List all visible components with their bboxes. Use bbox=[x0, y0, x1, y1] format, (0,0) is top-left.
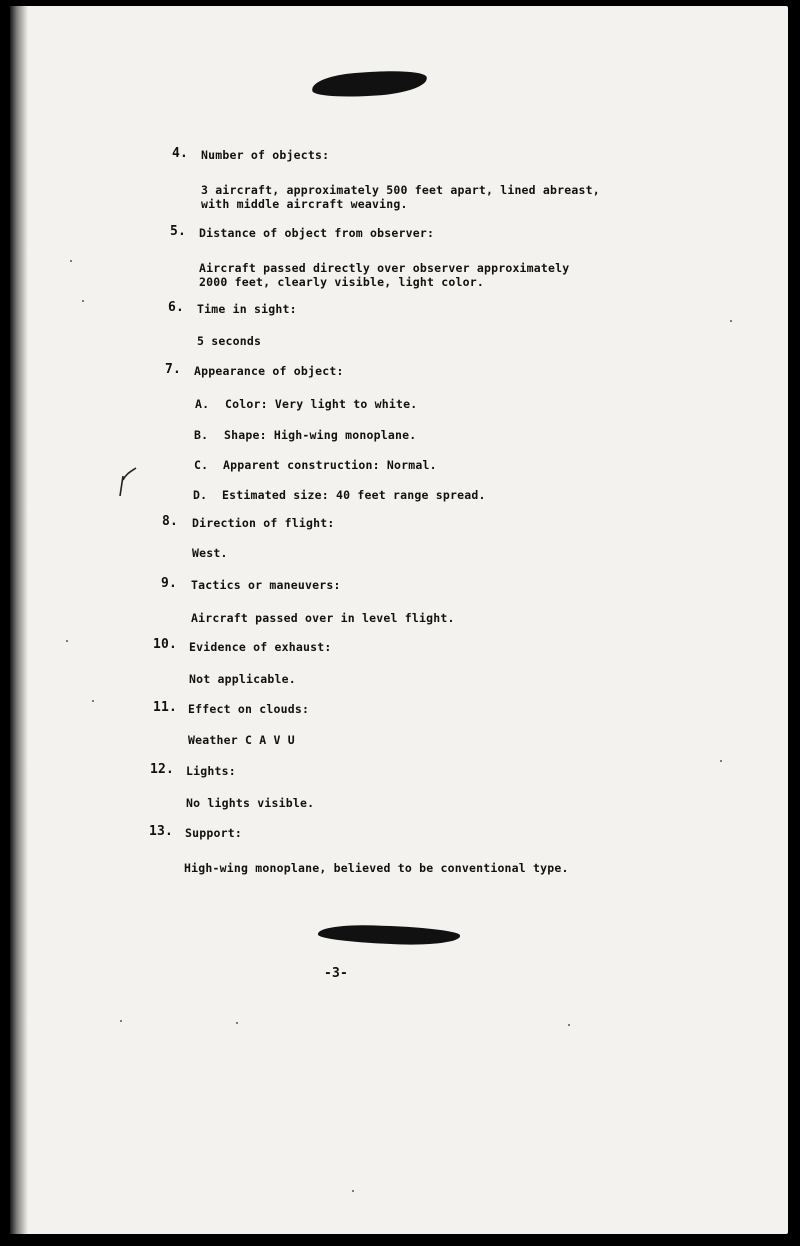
item-number-4: 4. bbox=[172, 146, 189, 161]
handwritten-mark bbox=[116, 466, 140, 498]
item-label-10: Evidence of exhaust: bbox=[189, 640, 332, 654]
item-number-13: 13. bbox=[149, 824, 174, 839]
sub-letter-7a: A. bbox=[195, 397, 210, 411]
scan-speck bbox=[352, 1190, 354, 1192]
item-number-9: 9. bbox=[161, 576, 178, 591]
item-body-11-line-1: Weather C A V U bbox=[188, 733, 295, 747]
sub-letter-7c: C. bbox=[194, 458, 209, 472]
item-body-12-line-1: No lights visible. bbox=[186, 796, 315, 810]
item-body-4-line-2: with middle aircraft weaving. bbox=[201, 197, 408, 211]
sub-letter-7b: B. bbox=[194, 428, 209, 442]
item-body-9-line-1: Aircraft passed over in level flight. bbox=[191, 611, 455, 625]
sub-text-7b: Shape: High-wing monoplane. bbox=[224, 428, 417, 442]
item-label-5: Distance of object from observer: bbox=[199, 226, 435, 240]
item-body-6-line-1: 5 seconds bbox=[197, 334, 262, 348]
scan-speck bbox=[70, 260, 72, 262]
scan-speck bbox=[66, 640, 68, 642]
item-label-11: Effect on clouds: bbox=[188, 702, 310, 716]
item-body-8-line-1: West. bbox=[192, 546, 228, 560]
scan-speck bbox=[730, 320, 732, 322]
sub-letter-7d: D. bbox=[193, 488, 208, 502]
item-label-13: Support: bbox=[185, 826, 242, 840]
item-label-9: Tactics or maneuvers: bbox=[191, 578, 341, 592]
item-number-8: 8. bbox=[162, 514, 179, 529]
item-body-13-line-1: High-wing monoplane, believed to be conventional type. bbox=[184, 861, 569, 875]
item-label-8: Direction of flight: bbox=[192, 516, 335, 530]
scan-speck bbox=[568, 1024, 570, 1026]
item-body-5-line-2: 2000 feet, clearly visible, light color. bbox=[199, 275, 484, 289]
item-body-4-line-1: 3 aircraft, approximately 500 feet apart, lined abreast, bbox=[201, 183, 600, 197]
item-number-6: 6. bbox=[168, 300, 185, 315]
scan-speck bbox=[236, 1022, 238, 1024]
item-label-4: Number of objects: bbox=[201, 148, 330, 162]
page-number: -3- bbox=[324, 966, 349, 981]
scan-speck bbox=[92, 700, 94, 702]
scan-edge-shadow bbox=[10, 6, 28, 1234]
item-number-10: 10. bbox=[153, 637, 178, 652]
sub-text-7d: Estimated size: 40 feet range spread. bbox=[222, 488, 486, 502]
sub-text-7a: Color: Very light to white. bbox=[225, 397, 418, 411]
item-label-6: Time in sight: bbox=[197, 302, 297, 316]
scan-speck bbox=[720, 760, 722, 762]
item-label-7: Appearance of object: bbox=[194, 364, 344, 378]
scan-speck bbox=[82, 300, 84, 302]
item-number-7: 7. bbox=[165, 362, 182, 377]
sub-text-7c: Apparent construction: Normal. bbox=[223, 458, 437, 472]
item-body-5-line-1: Aircraft passed directly over observer approximately bbox=[199, 261, 570, 275]
scan-speck bbox=[120, 1020, 122, 1022]
item-body-10-line-1: Not applicable. bbox=[189, 672, 296, 686]
item-number-5: 5. bbox=[170, 224, 187, 239]
item-number-12: 12. bbox=[150, 762, 175, 777]
item-label-12: Lights: bbox=[186, 764, 236, 778]
item-number-11: 11. bbox=[153, 700, 178, 715]
